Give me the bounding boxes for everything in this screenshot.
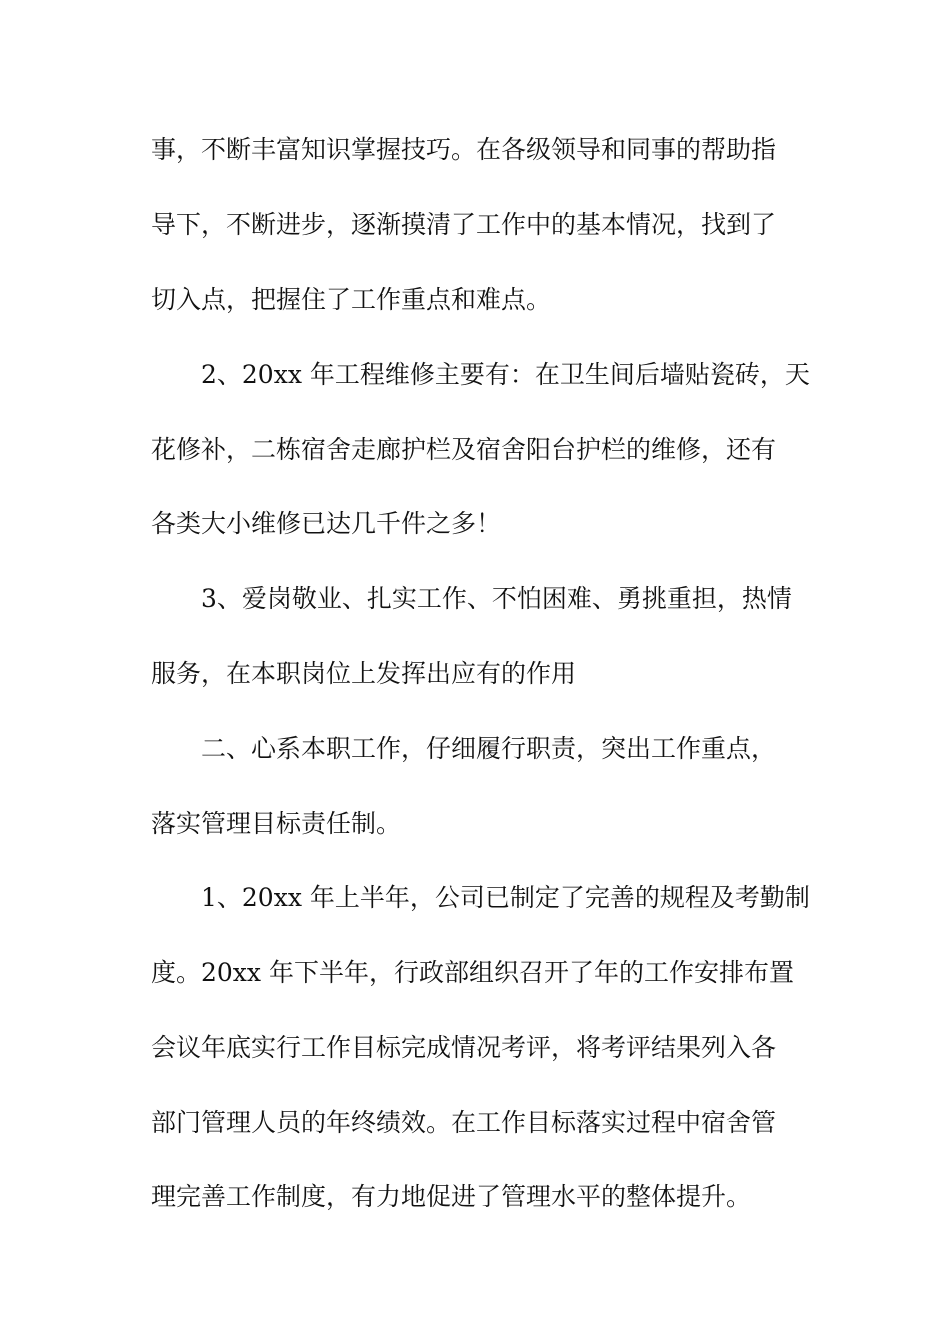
text-line: 导下，不断进步，逐渐摸清了工作中的基本情况，找到了 xyxy=(151,210,777,239)
text-line: 度。20xx 年下半年，行政部组织召开了年的工作安排布置 xyxy=(151,958,794,987)
paragraph-first-line: 2、20xx 年工程维修主要有：在卫生间后墙贴瓷砖，天 xyxy=(201,360,810,389)
paragraph-first-line: 3、爱岗敬业、扎实工作、不怕困难、勇挑重担，热情 xyxy=(201,584,792,613)
text-line: 切入点，把握住了工作重点和难点。 xyxy=(151,285,552,314)
text-line: 事，不断丰富知识掌握技巧。在各级领导和同事的帮助指 xyxy=(151,135,777,164)
paragraph-first-line: 1、20xx 年上半年，公司已制定了完善的规程及考勤制 xyxy=(201,883,810,912)
text-line: 花修补，二栋宿舍走廊护栏及宿舍阳台护栏的维修，还有 xyxy=(151,435,777,464)
text-line: 各类大小维修已达几千件之多！ xyxy=(151,509,502,538)
text-line: 会议年底实行工作目标完成情况考评，将考评结果列入各 xyxy=(151,1033,777,1062)
text-line: 理完善工作制度，有力地促进了管理水平的整体提升。 xyxy=(151,1182,752,1211)
section-heading-line: 落实管理目标责任制。 xyxy=(151,809,402,838)
section-heading-line: 二、心系本职工作，仔细履行职责，突出工作重点， xyxy=(201,734,777,763)
text-line: 服务，在本职岗位上发挥出应有的作用 xyxy=(151,659,577,688)
text-line: 部门管理人员的年终绩效。在工作目标落实过程中宿舍管 xyxy=(151,1108,777,1137)
